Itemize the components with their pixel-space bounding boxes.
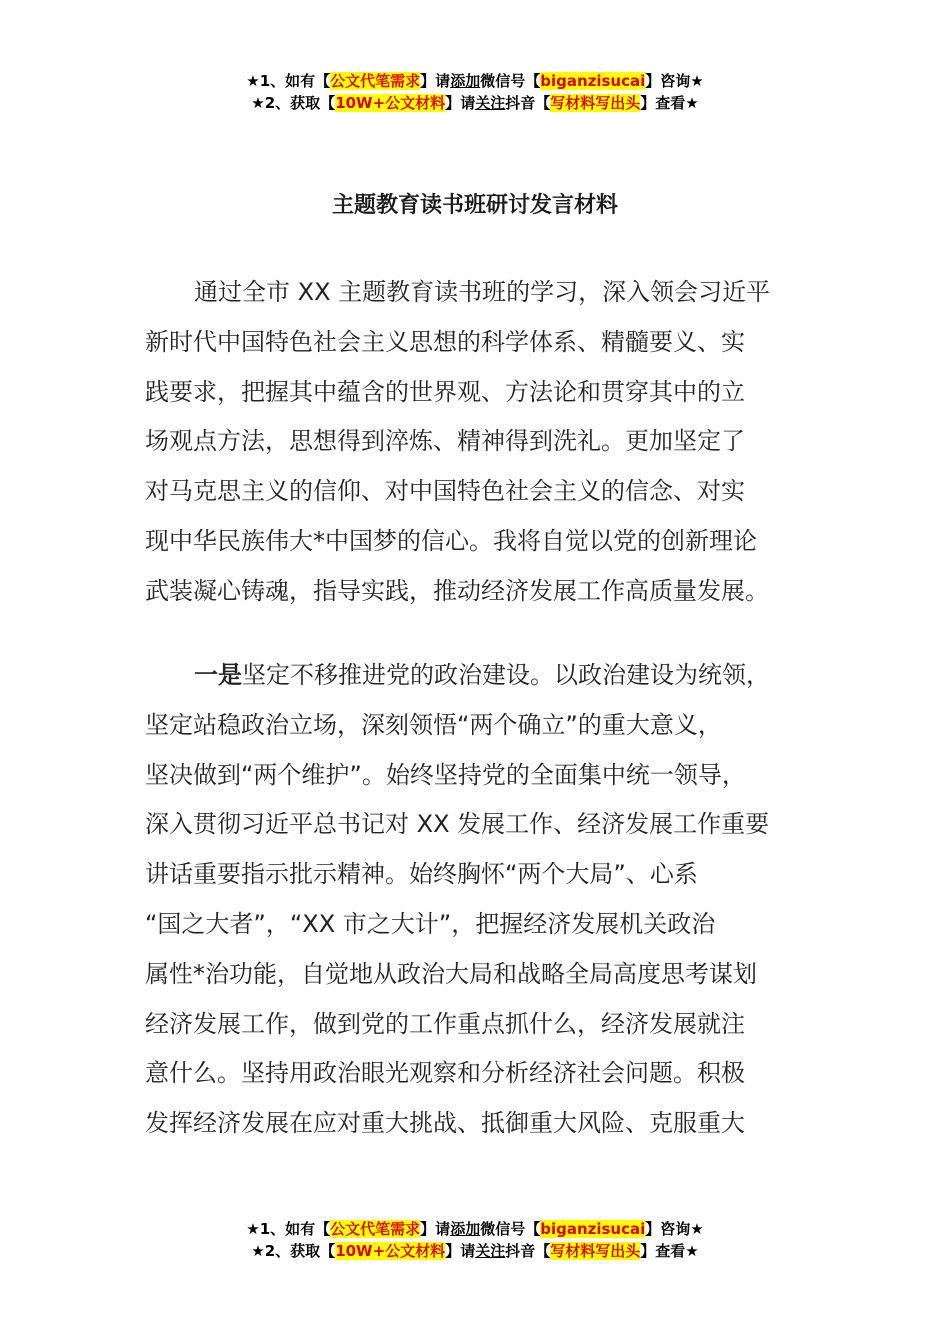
- paragraph-line: 深入贯彻习近平总书记对 XX 发展工作、经济发展工作重要: [145, 810, 770, 839]
- banner-line-2: [0, 1240, 950, 1262]
- paragraph-2: [145, 651, 807, 1149]
- banner-highlight-wechat: biganzisucai: [540, 72, 646, 90]
- banner-text: 】请: [445, 1242, 476, 1260]
- banner-text: 】请: [445, 94, 476, 112]
- banner-text: 】查看★: [640, 94, 699, 112]
- paragraph-line: 对马克思主义的信仰、对中国特色社会主义的信念、对实: [145, 477, 745, 506]
- banner-text: 】请: [420, 1220, 451, 1238]
- banner-line-2: [0, 92, 950, 114]
- paragraph-line: 发挥经济发展在应对重大挑战、抵御重大风险、克服重大: [145, 1109, 745, 1138]
- bottom-banner: [0, 1218, 950, 1262]
- banner-highlight: 10W+公文材料: [335, 94, 446, 112]
- banner-text: 抖音【: [505, 94, 551, 112]
- banner-highlight: 公文代笔需求: [330, 72, 421, 90]
- banner-highlight-wechat: biganzisucai: [540, 1220, 646, 1238]
- banner-text: ★1、如有【: [246, 1220, 331, 1238]
- paragraph-line: 现中华民族伟大*中国梦的信心。我将自觉以党的创新理论: [145, 526, 757, 555]
- banner-text: 】咨询★: [645, 1220, 704, 1238]
- paragraph-line: 意什么。坚持用政治眼光观察和分析经济社会问题。积极: [145, 1059, 745, 1088]
- paragraph-line: 武装凝心铸魂，指导实践，推动经济发展工作高质量发展。: [145, 576, 769, 605]
- banner-highlight-douyin: 写材料写出头: [550, 1242, 641, 1260]
- banner-text: 】请: [420, 72, 451, 90]
- paragraph-line: 践要求，把握其中蕴含的世界观、方法论和贯穿其中的立: [145, 377, 745, 406]
- banner-line-1: [0, 70, 950, 92]
- paragraph-1: [145, 268, 807, 617]
- banner-text: ★2、获取【: [251, 1242, 336, 1260]
- banner-text: ★1、如有【: [246, 72, 331, 90]
- paragraph-line: 通过全市 XX 主题教育读书班的学习，深入领会习近平: [194, 278, 771, 306]
- banner-text: ★2、获取【: [251, 94, 336, 112]
- paragraph-first-line: [145, 651, 807, 701]
- banner-underlined: 关注: [475, 1242, 506, 1260]
- paragraph-line: 讲话重要指示批示精神。始终胸怀“两个大局”、心系: [145, 860, 698, 889]
- paragraph-text: 坚定不移推进党的政治建设。以政治建设为统领，: [242, 661, 770, 689]
- banner-highlight: 10W+公文材料: [335, 1242, 446, 1260]
- banner-underlined: 添加: [450, 72, 481, 90]
- banner-text: 微信号【: [480, 1220, 541, 1238]
- banner-highlight-douyin: 写材料写出头: [550, 94, 641, 112]
- paragraph-line: 经济发展工作，做到党的工作重点抓什么，经济发展就注: [145, 1009, 745, 1038]
- document-title: 主题教育读书班研讨发言材料: [331, 193, 618, 218]
- banner-highlight: 公文代笔需求: [330, 1220, 421, 1238]
- paragraph-line: 属性*治功能，自觉地从政治大局和战略全局高度思考谋划: [145, 959, 757, 988]
- paragraph-line: “国之大者”，“XX 市之大计”，把握经济发展机关政治: [145, 909, 716, 938]
- banner-underlined: 添加: [450, 1220, 481, 1238]
- paragraph-lead: 一是: [194, 661, 242, 689]
- banner-underlined: 关注: [475, 94, 506, 112]
- paragraph-line: 坚决做到“两个维护”。始终坚持党的全面集中统一领导，: [145, 760, 746, 789]
- banner-line-1: [0, 1218, 950, 1240]
- top-banner: [0, 70, 950, 114]
- paragraph-line: 坚定站稳政治立场，深刻领悟“两个确立”的重大意义，: [145, 710, 722, 739]
- paragraph-line: 场观点方法，思想得到淬炼、精神得到洗礼。更加坚定了: [145, 427, 745, 456]
- banner-text: 微信号【: [480, 72, 541, 90]
- banner-text: 】查看★: [640, 1242, 699, 1260]
- paragraph-line: 新时代中国特色社会主义思想的科学体系、精髓要义、实: [145, 327, 745, 356]
- banner-text: 抖音【: [505, 1242, 551, 1260]
- banner-text: 】咨询★: [645, 72, 704, 90]
